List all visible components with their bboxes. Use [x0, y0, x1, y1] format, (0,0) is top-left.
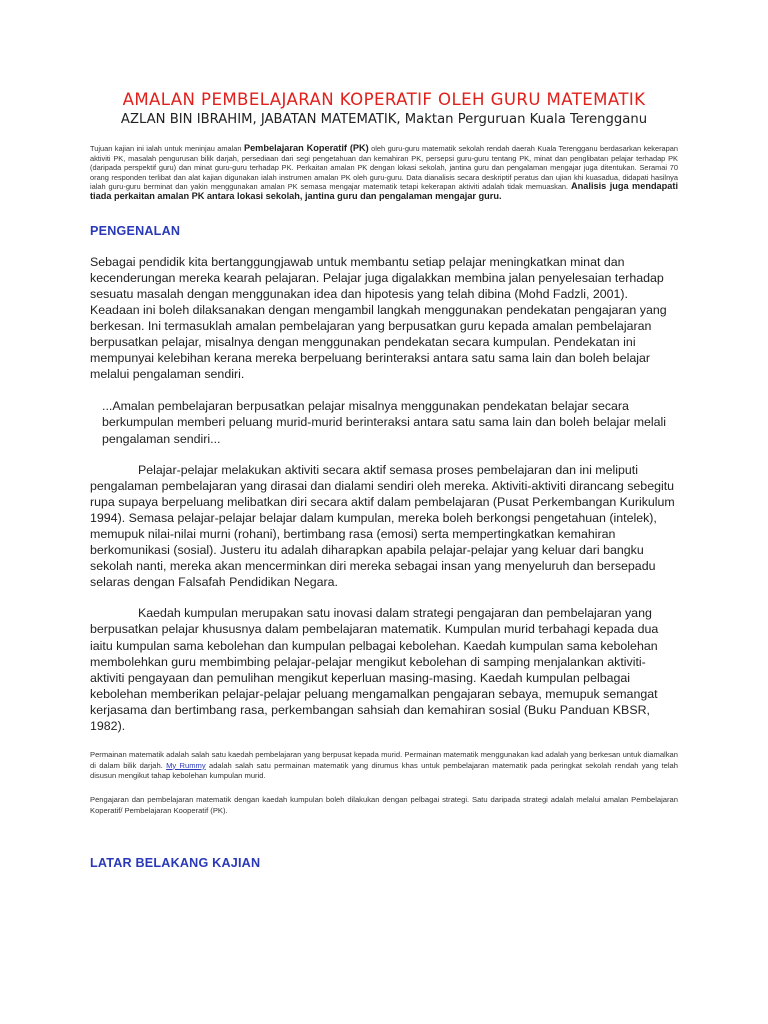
my-rummy-link[interactable]: My Rummy [166, 760, 206, 770]
small-paragraph-1-after: adalah salah satu permainan matematik yang dirumus khas untuk pembelajaran matematik pada peringkat sekolah rendah yang telah disusun mengikut tahap kebolehan kumpulan murid. [90, 760, 678, 780]
small-paragraph-2: Pengajaran dan pembelajaran matematik dengan kaedah kumpulan boleh dilakukan dengan pelbagai strategi. Satu daripada strategi adalah melalui amalan Pembelajaran Koperatif/ Pembelajaran Kooperatif (PK). [90, 795, 678, 815]
abstract-bold-1: Pembelajaran Koperatif (PK) [243, 143, 369, 153]
document-title: AMALAN PEMBELAJARAN KOPERATIF OLEH GURU MATEMATIK [122, 90, 646, 109]
small-paragraph-1 [90, 750, 678, 781]
paragraph-quote: ...Amalan pembelajaran berpusatkan pelajar misalnya menggunakan pendekatan belajar secara berkumpulan memberi peluang murid-murid berinteraksi antara satu sama lain dan boleh belajar melali pengalaman sendiri... [102, 399, 667, 446]
small-paragraph-1-before: Permainan matematik adalah salah satu kaedah pembelajaran yang berpusat kepada murid. Permainan matematik menggunakan kad adalah yang berkesan untuk diamalkan di dalam bilik darjah. [90, 750, 678, 770]
abstract-bold-2: Analisis juga mendapati tiada perkaitan amalan PK antara lokasi sekolah, jantina guru dan pengalaman mengajar guru. [90, 181, 679, 201]
paragraph-3: Pelajar-pelajar melakukan aktiviti secara aktif semasa proses pembelajaran dan ini meliputi pengalaman pembelajaran yang dirasai dan dialami sendiri oleh mereka. Aktiviti-aktiviti dirancang sebegitu rupa supaya berpeluang melibatkan diri secara aktif dalam pembelajaran (Pusat Perkembangan Kurikulum 1994). Semasa pelajar-pelajar belajar dalam kumpulan, mereka boleh berkongsi pengetahuan (intelek), memupuk nilai-nilai murni (rohani), bertimbang rasa (emosi) serta mempertingkatkan kemahiran berkomunikasi (sosial). Justeru itu adalah diharapkan apabila pelajar-pelajar yang keluar dari bangku sekolah nanti, mereka akan mencerminkan diri mereka sebagai insan yang menyeluruh dan bersepadu selaras dengan Falsafah Pendidikan Negara. [90, 462, 675, 590]
paragraph-4: Kaedah kumpulan merupakan satu inovasi dalam strategi pengajaran dan pembelajaran yang berpusatkan pelajar khususnya dalam pembelajaran matematik. Kumpulan murid terbahagi kepada dua iaitu kumpulan sama kebolehan dan kumpulan pelbagai kebolehan. Kaedah kumpulan sama kebolehan membolehkan guru membimbing pelajar-pelajar mengikut kebolehan di samping menjalankan aktiviti-aktiviti pengayaan dan pemulihan mengikut keperluan masing-masing. Kaedah kumpulan pelbagai kebolehan memberikan pelajar-pelajar peluang mengamalkan pengajaran sebaya, memupuk semangat kerjasama dan bertimbang rasa, perkembangan sahsiah dan kemahiran sosial (Buku Panduan KBSR, 1982). [90, 606, 659, 733]
abstract [90, 144, 678, 202]
abstract-text-2: oleh guru-guru matematik sekolah rendah daerah Kuala Terengganu berdasarkan kekerapan aktiviti PK, masalah pengurusan bilik darjah, persediaan dari segi pengetahuan dan kemahiran PK, persepsi guru-guru tentang PK, minat dan penglibatan pelajar terhadap PK (daripada perspektif guru) dan minat guru-guru terhadap PK. Perkaitan amalan PK dengan lokasi sekolah, jantina guru dan pengalaman mengajar juga ditentukan. Seramai 70 orang responden terlibat dan alat kajian digunakan ialah instrumen amalan PK oleh guru-guru. Data dianalisis secara deskriptif peratus dan ujian khi kuasadua, didapati hasilnya ialah guru-guru berminat dan yakin menggunakan amalan PK semasa mengajar matematik tetapi kekerapan aktiviti adalah tidak memuaskan. [90, 144, 679, 192]
document-page [90, 86, 678, 870]
author-line: AZLAN BIN IBRAHIM, JABATAN MATEMATIK, Maktan Perguruan Kuala Terengganu [120, 112, 648, 127]
abstract-text-1: Tujuan kajian ini ialah untuk meninjau amalan [90, 144, 244, 153]
section-heading-latar-belakang: LATAR BELAKANG KAJIAN [90, 856, 261, 871]
section-heading-pengenalan: PENGENALAN [90, 223, 181, 238]
paragraph-1: Sebagai pendidik kita bertanggungjawab untuk membantu setiap pelajar meningkatkan minat dan kecenderungan mereka kearah pelajaran. Pelajar juga digalakkan membina jalan penyelesaian terhadap sesuatu masalah dengan menggunakan idea dan hipotesis yang telah dibina (Mohd Fadzli, 2001). Keadaan ini boleh dilaksanakan dengan mengambil langkah menggunakan pendekatan pengajaran yang berkesan. Ini termasuklah amalan pembelajaran yang berpusatkan guru kepada amalan pembelajaran berpusatkan pelajar, misalnya dengan menggunakan pendekatan secara kumpulan. Pendekatan ini mempunyai kelebihan kerana mereka berpeluang berinteraksi antara satu sama lain dan boleh belajar melalui pengalaman sendiri. [90, 254, 667, 382]
